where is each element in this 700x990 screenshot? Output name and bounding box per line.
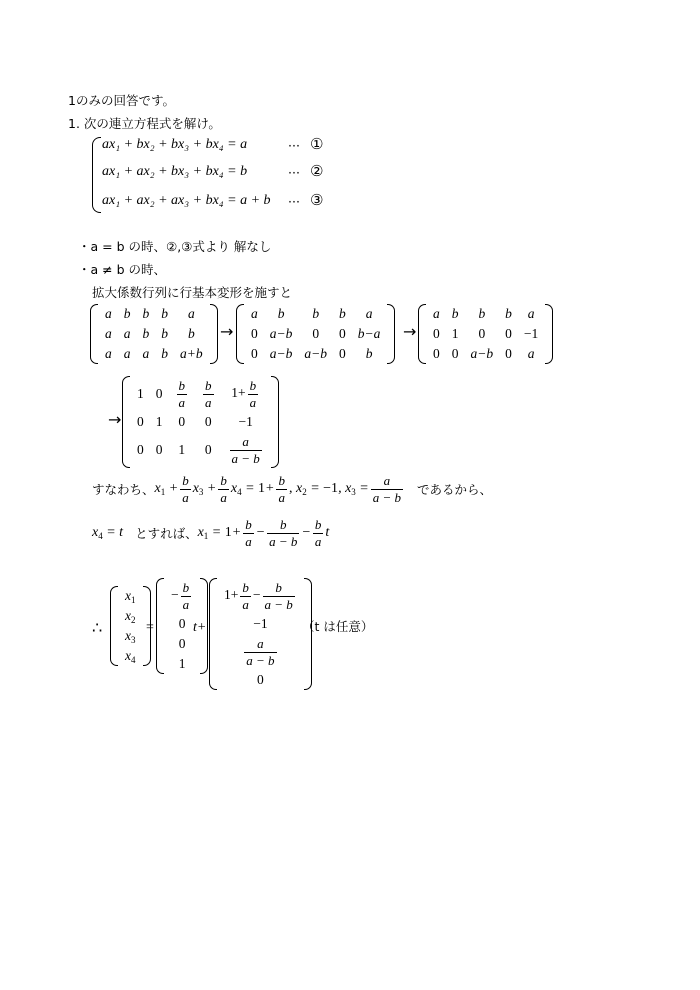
matrix-cell: 0 xyxy=(339,326,346,341)
parameter-t-plus: t+ xyxy=(193,620,207,635)
matrix-cell: a−b xyxy=(470,346,494,361)
arrow-2: → xyxy=(403,322,417,341)
matrix-cell: b xyxy=(161,326,168,341)
augmented-matrix-2 xyxy=(236,304,395,364)
matrix-cell: a xyxy=(365,306,373,321)
row-operation-intro: 拡大係数行列に行基本変形を施すと xyxy=(92,285,293,300)
matrix-cell: 0 xyxy=(478,326,486,341)
matrix-cell: b xyxy=(123,306,131,321)
matrix-cell: 0 xyxy=(505,346,512,361)
equation-2: ax₁ + ax₂ + bx₃ + bx₄ = b xyxy=(102,164,248,179)
matrix-cell: b xyxy=(339,306,346,321)
case-a-not-equals-b: ・a ≠ b の時、 xyxy=(78,262,166,277)
parameter-remark: （t は任意） xyxy=(302,619,374,634)
matrix-cell: a+b xyxy=(180,346,203,361)
direction-vector: − $\frac{b}{a}$ 0 0 1 xyxy=(156,578,208,674)
particular-solution-vector: 1+ $\frac{b}{a}$ − $\frac{b}{a - b}$ −1 $\frac{a}{a - b}$ 0 xyxy=(209,578,312,690)
matrix-cell: 0 xyxy=(251,326,258,341)
sunawachi-text: すなわち、 xyxy=(92,482,155,498)
matrix-cell: a xyxy=(433,306,440,321)
parameter-substitution: $x_4 = t$ とすれば、 $x_1 = 1+$ $\frac{b}{a}$ − $\frac{b}{a - b}$ − $\frac{b}{a}$ t xyxy=(92,517,330,549)
solution-vector-x: $x_1$ $x_2$ $x_3$ $x_4$ xyxy=(110,586,151,666)
matrix-cell: b xyxy=(451,306,459,321)
matrix-cell: 0 xyxy=(433,326,440,341)
matrix-cell: a−b xyxy=(304,346,327,361)
matrix-cell: a xyxy=(527,306,535,321)
equation-system-brace xyxy=(92,137,101,213)
dearukara-text: であるから、 xyxy=(417,482,493,498)
matrix-cell: a−b xyxy=(269,346,293,361)
matrix-cell: b xyxy=(277,306,285,321)
equation-1: ax₁ + bx₂ + bx₃ + bx₄ = a xyxy=(102,137,248,152)
arrow-1: → xyxy=(220,322,234,341)
matrix-cell: b xyxy=(478,306,486,321)
solution-relations: すなわち、 $x_1$ + $\frac{b}{a}$ $x_3$ + $\frac{b}{a}$ $x_4 = 1+$ $\frac{b}{a}$ , $x_2 = -1$, $x_3$ = $\frac{a}{a - b}$ であるから、 xyxy=(92,473,493,505)
matrix-cell: a xyxy=(105,346,112,361)
equation-3-tag: ③ xyxy=(310,191,324,209)
matrix-cell: b xyxy=(505,306,512,321)
equation-2-tag: ② xyxy=(310,162,324,180)
equation-1-dots: ··· xyxy=(288,138,300,153)
reduced-matrix: 1 0 $\frac{b}{a}$ $\frac{b}{a}$ 1+ $\frac{b}{a}$ 0 1 0 0 −1 0 0 1 0 $\frac{a}{a - b}$ xyxy=(122,376,279,468)
matrix-cell: b xyxy=(142,326,150,341)
matrix-cell: 0 xyxy=(505,326,512,341)
matrix-cell: a xyxy=(527,346,535,361)
matrix-cell: 0 xyxy=(433,346,440,361)
matrix-cell: 1 xyxy=(451,326,459,341)
matrix-cell: a xyxy=(187,306,195,321)
matrix-cell: a xyxy=(251,306,258,321)
matrix-cell: a xyxy=(142,346,150,361)
equation-3: ax₁ + ax₂ + ax₃ + bx₄ = a + b xyxy=(102,193,271,208)
case-a-equals-b: ・a = b の時、②,③式より 解なし xyxy=(78,239,272,254)
equals-sign: = xyxy=(146,620,154,635)
matrix-cell: b xyxy=(365,346,373,361)
matrix-cell: a xyxy=(123,346,131,361)
matrix-cell: b xyxy=(312,306,320,321)
matrix-cell: b xyxy=(142,306,150,321)
matrix-cell: −1 xyxy=(523,326,539,341)
matrix-cell: 0 xyxy=(339,346,346,361)
therefore-symbol: ∴ xyxy=(92,618,103,637)
matrix-cell: b xyxy=(161,306,168,321)
matrix-cell: b−a xyxy=(357,326,381,341)
problem-statement: 1. 次の連立方程式を解け。 xyxy=(68,116,221,131)
matrix-cell: a−b xyxy=(269,326,293,341)
matrix-cell: a xyxy=(123,326,131,341)
matrix-cell: a xyxy=(105,306,112,321)
arrow-3: → xyxy=(108,410,122,429)
intro-text: 1のみの回答です。 xyxy=(68,93,175,108)
equation-3-dots: ··· xyxy=(288,194,300,209)
equation-1-tag: ① xyxy=(310,135,324,153)
augmented-matrix-3 xyxy=(418,304,553,364)
tosureba-text: とすれば、 xyxy=(135,526,198,542)
matrix-cell: 0 xyxy=(312,326,320,341)
augmented-matrix-1 xyxy=(90,304,218,364)
equation-2-dots: ··· xyxy=(288,165,300,180)
matrix-cell: 0 xyxy=(251,346,258,361)
matrix-cell: b xyxy=(161,346,168,361)
matrix-cell: a xyxy=(105,326,112,341)
matrix-cell: 0 xyxy=(451,346,459,361)
matrix-cell: b xyxy=(187,326,195,341)
